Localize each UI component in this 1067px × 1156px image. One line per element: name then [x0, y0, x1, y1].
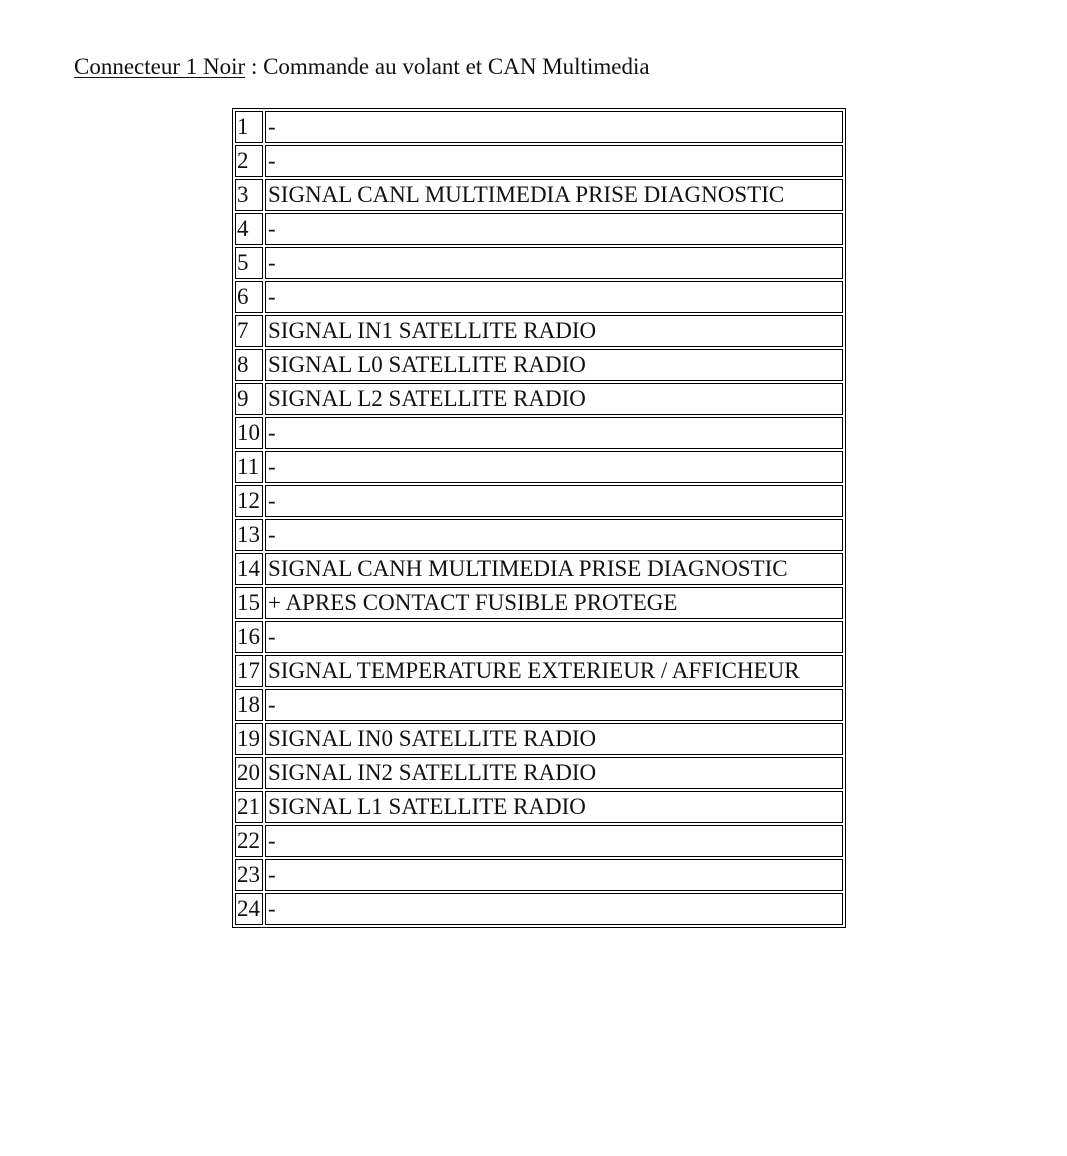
- pin-signal: SIGNAL L1 SATELLITE RADIO: [265, 791, 843, 823]
- pin-number: 7: [235, 315, 263, 347]
- pin-number: 8: [235, 349, 263, 381]
- pin-number: 3: [235, 179, 263, 211]
- table-row: [235, 587, 843, 619]
- connector-name: Connecteur 1 Noir: [74, 54, 246, 79]
- pin-signal: -: [265, 417, 843, 449]
- pin-signal: SIGNAL CANH MULTIMEDIA PRISE DIAGNOSTIC: [265, 553, 843, 585]
- table-row: [235, 281, 843, 313]
- pinout-table: [232, 108, 846, 928]
- pin-number: 14: [235, 553, 263, 585]
- pin-signal: SIGNAL L2 SATELLITE RADIO: [265, 383, 843, 415]
- pin-signal: -: [265, 859, 843, 891]
- pin-number: 16: [235, 621, 263, 653]
- pin-signal: -: [265, 485, 843, 517]
- pin-signal: -: [265, 893, 843, 925]
- table-row: [235, 893, 843, 925]
- table-row: [235, 519, 843, 551]
- pin-number: 20: [235, 757, 263, 789]
- table-row: [235, 689, 843, 721]
- table-row: [235, 655, 843, 687]
- pin-number: 21: [235, 791, 263, 823]
- pin-number: 11: [235, 451, 263, 483]
- table-row: [235, 145, 843, 177]
- pin-signal: SIGNAL IN2 SATELLITE RADIO: [265, 757, 843, 789]
- table-row: [235, 349, 843, 381]
- table-row: [235, 451, 843, 483]
- pin-signal: -: [265, 825, 843, 857]
- pin-number: 6: [235, 281, 263, 313]
- pin-number: 22: [235, 825, 263, 857]
- table-row: [235, 825, 843, 857]
- pin-signal: -: [265, 281, 843, 313]
- pin-number: 1: [235, 111, 263, 143]
- pin-number: 17: [235, 655, 263, 687]
- table-row: [235, 111, 843, 143]
- table-row: [235, 723, 843, 755]
- pin-signal: -: [265, 451, 843, 483]
- pin-number: 12: [235, 485, 263, 517]
- table-row: [235, 383, 843, 415]
- pin-signal: SIGNAL IN1 SATELLITE RADIO: [265, 315, 843, 347]
- pin-number: 10: [235, 417, 263, 449]
- pin-signal: -: [265, 689, 843, 721]
- pin-number: 9: [235, 383, 263, 415]
- pin-signal: -: [265, 145, 843, 177]
- table-row: [235, 757, 843, 789]
- table-row: [235, 213, 843, 245]
- pin-number: 19: [235, 723, 263, 755]
- table-row: [235, 553, 843, 585]
- table-row: [235, 417, 843, 449]
- pin-number: 23: [235, 859, 263, 891]
- table-row: [235, 315, 843, 347]
- pin-signal: -: [265, 621, 843, 653]
- pin-number: 18: [235, 689, 263, 721]
- pin-number: 15: [235, 587, 263, 619]
- table-row: [235, 621, 843, 653]
- pin-signal: -: [265, 247, 843, 279]
- pinout-table-body: [235, 111, 843, 925]
- pin-signal: -: [265, 519, 843, 551]
- pin-signal: SIGNAL IN0 SATELLITE RADIO: [265, 723, 843, 755]
- table-row: [235, 791, 843, 823]
- pin-number: 2: [235, 145, 263, 177]
- pin-number: 5: [235, 247, 263, 279]
- table-row: [235, 485, 843, 517]
- table-row: [235, 859, 843, 891]
- pin-number: 4: [235, 213, 263, 245]
- pin-signal: SIGNAL TEMPERATURE EXTERIEUR / AFFICHEUR: [265, 655, 843, 687]
- pin-signal: SIGNAL L0 SATELLITE RADIO: [265, 349, 843, 381]
- pin-number: 13: [235, 519, 263, 551]
- page-heading: [74, 52, 650, 82]
- pin-signal: -: [265, 213, 843, 245]
- pin-signal: SIGNAL CANL MULTIMEDIA PRISE DIAGNOSTIC: [265, 179, 843, 211]
- pin-signal: + APRES CONTACT FUSIBLE PROTEGE: [265, 587, 843, 619]
- table-row: [235, 179, 843, 211]
- table-row: [235, 247, 843, 279]
- connector-description: : Commande au volant et CAN Multimedia: [245, 54, 650, 79]
- pin-signal: -: [265, 111, 843, 143]
- pin-number: 24: [235, 893, 263, 925]
